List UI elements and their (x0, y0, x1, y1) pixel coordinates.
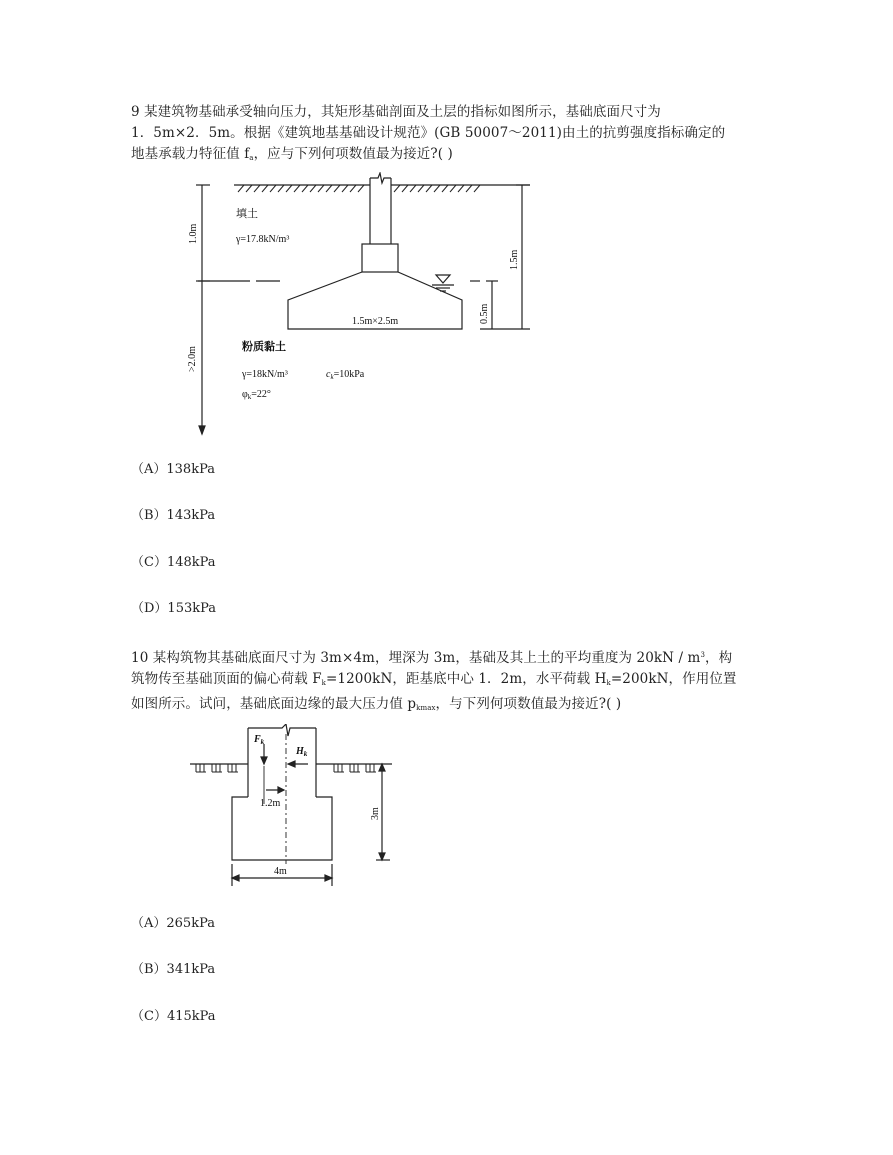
question-9-text (131, 102, 771, 169)
question-9-line-1: 9 某建筑物基础承受轴向压力，其矩形基础剖面及土层的指标如图所示，基础底面尺寸为 (131, 104, 661, 120)
base-size-label: 1.5m×2.5m (352, 316, 399, 327)
vertical-load-label: $F_k$ (254, 734, 265, 746)
fill-soil-gamma: γ=17.8kN/m³ (236, 234, 290, 245)
clay-soil-label: 粉质黏土 (242, 341, 286, 353)
question-10-figure (186, 724, 402, 888)
question-10-text (131, 645, 771, 719)
dimension-1-0m: 1.0m (188, 223, 199, 244)
question-10-line-2: 筑物传至基础顶面的偏心荷载 $F_k=1200kN$，距基底中心 1．2m，水平荷载 $H_k=200kN$，作用位置 (131, 671, 737, 687)
dimension-0-5m: 0.5m (479, 303, 490, 324)
question-9-figure (180, 172, 540, 440)
footing-width-label: 4m (274, 866, 287, 877)
dimension-2-0m: >2.0m (187, 346, 198, 372)
fill-soil-label: 填土 (236, 208, 258, 220)
dimension-1-5m: 1.5m (509, 249, 520, 270)
question-10-option-b[interactable]: （B）341kPa (131, 962, 216, 977)
question-10-line-3: 如图所示。试问，基础底面边缘的最大压力值 $p_{kmax}$，与下列何项数值最为接近?( ) (131, 696, 622, 712)
question-10-option-a[interactable]: （A）265kPa (131, 916, 215, 931)
clay-gamma: γ=18kN/m³ (242, 369, 288, 380)
question-10-line-1: 10 某构筑物其基础底面尺寸为 3m×4m，埋深为 3m，基础及其上土的平均重度为 $20kN / m^3$，构 (131, 650, 733, 666)
clay-cohesion: $c_k=10kPa$ (326, 369, 365, 381)
question-9-line-3: 地基承载力特征值 $f_a$，应与下列何项数值最为接近?( ) (131, 146, 453, 162)
question-9-line-2: 1．5m×2．5m。根据《建筑地基基础设计规范》(GB 50007～2011)由土的抗剪强度指标确定的 (131, 125, 726, 141)
horizontal-load-label: $H_k$ (296, 746, 308, 758)
question-9-option-d[interactable]: （D）153kPa (131, 601, 217, 616)
question-9-option-c[interactable]: （C）148kPa (131, 555, 216, 570)
question-10-option-c[interactable]: （C）415kPa (131, 1009, 216, 1024)
question-9-option-a[interactable]: （A）138kPa (131, 462, 215, 477)
embedment-depth-label: 3m (370, 807, 381, 820)
eccentricity-label: 1.2m (260, 798, 281, 809)
clay-friction-angle: $\varphi_k=22^\circ$ (242, 389, 271, 401)
question-9-option-b[interactable]: （B）143kPa (131, 508, 216, 523)
